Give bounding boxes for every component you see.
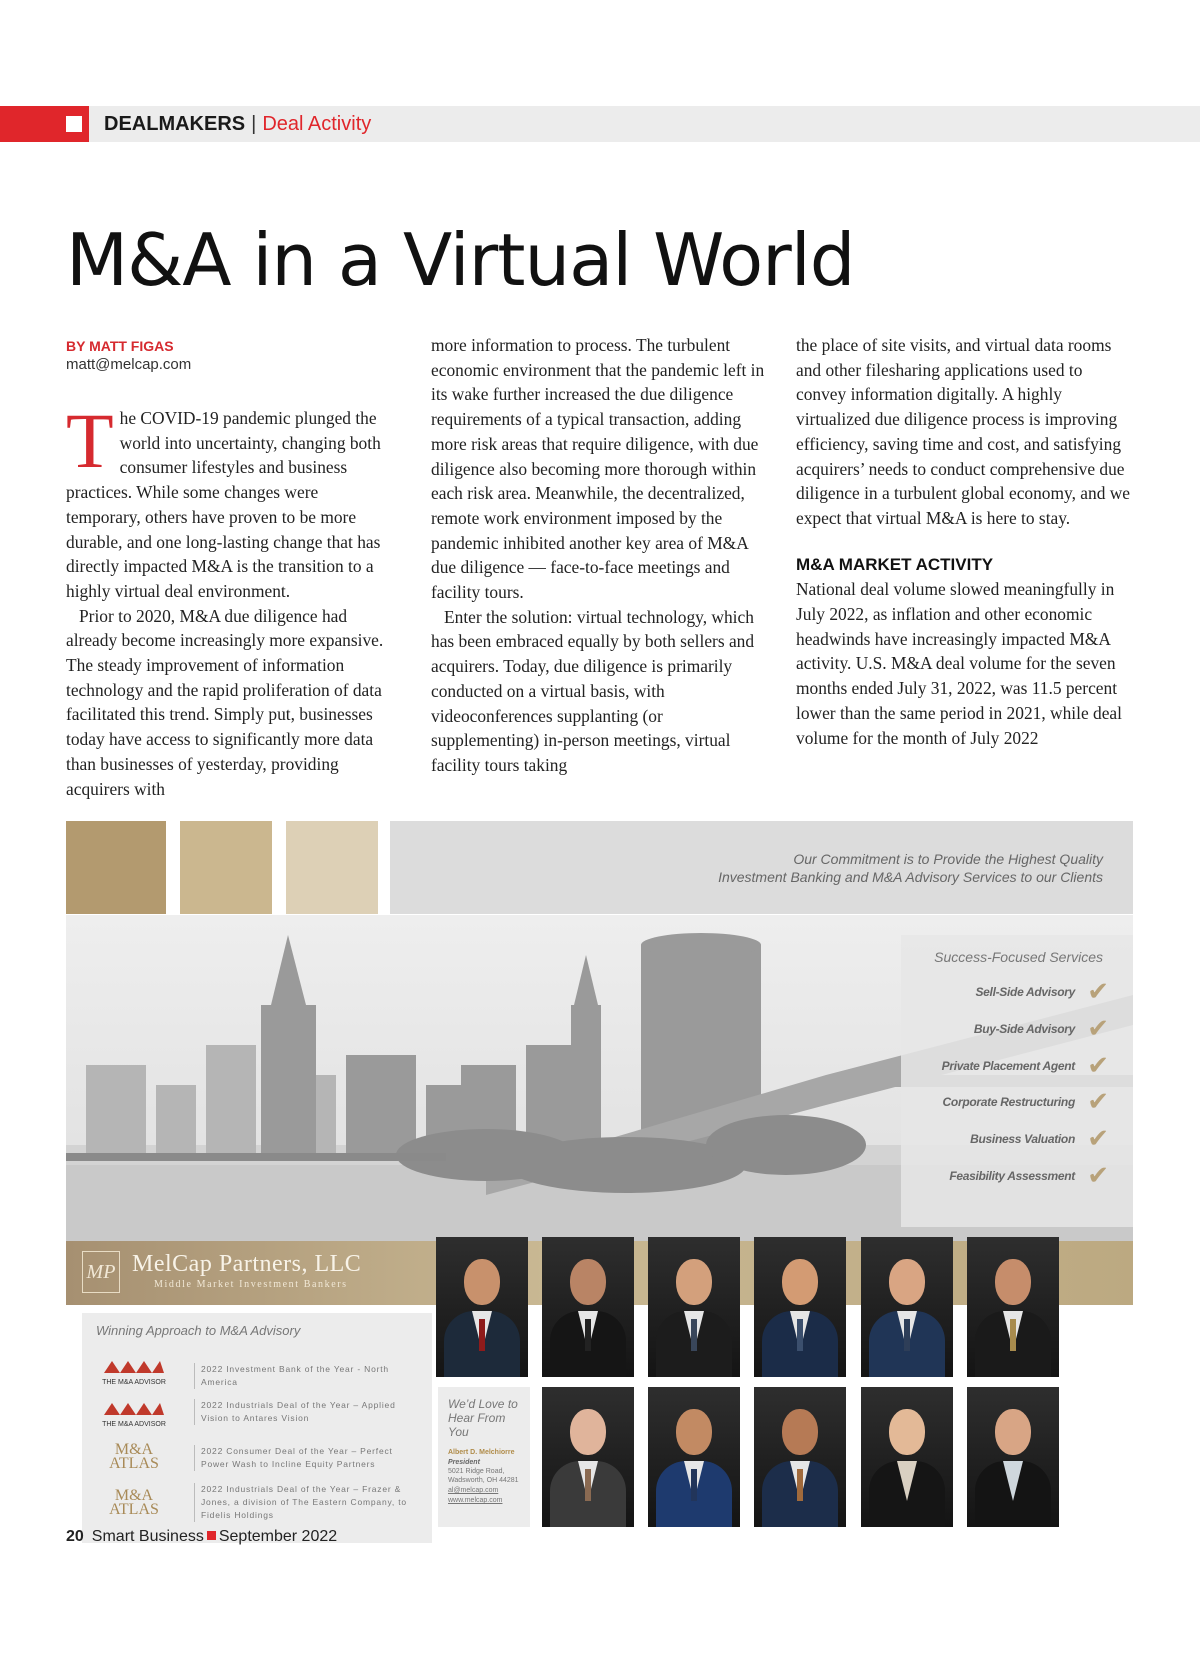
- color-swatch: [180, 821, 272, 914]
- publication-name: Smart Business: [91, 1528, 204, 1545]
- team-photo: [436, 1237, 528, 1377]
- contact-website-link[interactable]: www.melcap.com: [448, 1497, 503, 1504]
- paragraph: Prior to 2020, M&A due diligence had already become increasingly more expansive. The steady improvement of information technology and the rapid proliferation of data facilitated this trend. Simply put, businesses today have access to significantly more data than businesses of yesterday, providing acquirers with: [66, 605, 384, 799]
- service-item: Buy-Side Advisory: [973, 1022, 1075, 1036]
- byline: [66, 337, 191, 375]
- quote-line: Investment Banking and M&A Advisory Services to our Clients: [718, 869, 1103, 885]
- article-column-3: [796, 333, 1134, 750]
- award-text: 2022 Investment Bank of the Year - North America: [194, 1363, 421, 1389]
- service-item: Sell-Side Advisory: [975, 985, 1075, 999]
- quote-line: Our Commitment is to Provide the Highest Quality: [793, 851, 1103, 867]
- service-item: Feasibility Assessment: [949, 1169, 1075, 1183]
- firm-tagline: Middle Market Investment Bankers: [154, 1279, 348, 1290]
- ma-advisor-logo: [102, 1399, 166, 1429]
- section-name: DEALMAKERS: [104, 113, 246, 135]
- contact-card: [438, 1387, 530, 1527]
- team-photo: [754, 1387, 846, 1527]
- service-item: Business Valuation: [970, 1132, 1075, 1146]
- melcap-logo-icon: MP: [82, 1251, 120, 1293]
- service-item: Private Placement Agent: [941, 1059, 1075, 1073]
- color-swatch: [66, 821, 166, 914]
- team-photo: [967, 1387, 1059, 1527]
- svg-text:THE M&A ADVISOR: THE M&A ADVISOR: [102, 1421, 166, 1428]
- award-text: 2022 Industrials Deal of the Year – Frazer & Jones, a division of The Eastern Company, to Fidelis Holdings: [194, 1483, 421, 1522]
- issue-date: September 2022: [218, 1528, 338, 1545]
- article-column-1: [66, 397, 396, 801]
- awards-panel: [82, 1313, 432, 1543]
- section-label: [104, 112, 371, 136]
- paragraph: more information to process. The turbulent economic environment that the pandemic left in its wake further increased the due diligence requirements of a typical transaction, adding more risk areas that require diligence, with due diligence also becoming more thorough within each risk area. Meanwhile, the decentralized, remote work environment imposed by the pandemic inhibited another key area of M&A due diligence — face-to-face meetings and facility tours.: [431, 335, 765, 603]
- team-photo: [861, 1387, 953, 1527]
- services-title: Success-Focused Services: [934, 949, 1103, 965]
- contact-address: 5021 Ridge Road,: [448, 1468, 505, 1475]
- page-number: 20: [66, 1528, 84, 1545]
- page-footer: [66, 1528, 337, 1546]
- check-icon: ✔: [1087, 1161, 1109, 1190]
- article-title: M&A in a Virtual World: [66, 218, 855, 302]
- paragraph: the place of site visits, and virtual data rooms and other filesharing applications used to convey information digitally. A highly virtualized due diligence process is improving efficiency, saving time and cost, and satisfying acquirers’ needs to conduct comprehensive due diligence in a turbulent global economy, and we expect that virtual M&A is here to stay.: [796, 335, 1131, 528]
- paragraph: Enter the solution: virtual technology, which has been embraced equally by both sellers and acquirers. Today, due diligence is primarily conducted on a virtual basis, with videoconferences supplanting (or supplementing) in-person meetings, virtual facility tours taking: [431, 606, 755, 775]
- check-icon: ✔: [1087, 1014, 1109, 1043]
- ma-atlas-awards-logo: M&A ATLAS: [109, 1487, 159, 1518]
- team-photo: [967, 1237, 1059, 1377]
- city-skyline-image: [66, 915, 1133, 1241]
- commitment-quote: [390, 821, 1133, 914]
- team-photo: [542, 1237, 634, 1377]
- service-item: Corporate Restructuring: [942, 1095, 1075, 1109]
- services-panel: [901, 935, 1133, 1227]
- award-text: 2022 Consumer Deal of the Year – Perfect Power Wash to Incline Equity Partners: [194, 1445, 421, 1471]
- ma-atlas-awards-logo: M&A ATLAS: [109, 1441, 159, 1472]
- contact-name: Albert D. Melchiorre: [448, 1449, 515, 1456]
- team-photo: [754, 1237, 846, 1377]
- paragraph: National deal volume slowed meaningfully in July 2022, as inflation and other economic headwinds have increasingly impacted M&A activity. U.S. M&A deal volume for the seven months ended July 31, 2022, was 11.5 percent lower than the same period in 2021, while deal volume for the month of July 2022: [796, 579, 1122, 748]
- article-column-2: [431, 333, 767, 778]
- team-photo: [861, 1237, 953, 1377]
- contact-heading: We’d Love to Hear From You: [448, 1397, 518, 1439]
- team-photo: [648, 1237, 740, 1377]
- check-icon: ✔: [1087, 1124, 1109, 1153]
- check-icon: ✔: [1087, 1087, 1109, 1116]
- subsection-name: Deal Activity: [262, 113, 372, 135]
- ma-advisor-logo: [102, 1357, 166, 1387]
- contact-address: Wadsworth, OH 44281: [448, 1477, 519, 1484]
- check-icon: ✔: [1087, 1051, 1109, 1080]
- paragraph: he COVID-19 pandemic plunged the world into uncertainty, changing both consumer lifestyles and business practices. While some changes were temporary, others have proven to be more durable, and one long-lasting change that has directly impacted M&A is the transition to a highly virtual deal environment.: [66, 408, 381, 601]
- author-byline: BY MATT FIGAS: [66, 338, 174, 354]
- svg-text:THE M&A ADVISOR: THE M&A ADVISOR: [102, 1379, 166, 1386]
- check-icon: ✔: [1087, 977, 1109, 1006]
- section-heading: M&A MARKET ACTIVITY: [796, 554, 994, 574]
- team-photo: [648, 1387, 740, 1527]
- drop-cap: T: [66, 397, 114, 484]
- team-photo: [542, 1387, 634, 1527]
- section-separator: |: [251, 113, 257, 135]
- firm-name: MelCap Partners, LLC: [132, 1251, 362, 1277]
- author-email: matt@melcap.com: [66, 356, 192, 373]
- color-swatch: [286, 821, 378, 914]
- section-square-icon: [66, 116, 82, 132]
- melcap-advertisement: [66, 821, 1133, 1548]
- contact-title: President: [448, 1459, 480, 1466]
- contact-email-link[interactable]: al@melcap.com: [448, 1487, 499, 1494]
- award-text: 2022 Industrials Deal of the Year – Applied Vision to Antares Vision: [194, 1399, 421, 1425]
- awards-title: Winning Approach to M&A Advisory: [96, 1323, 301, 1338]
- separator-square-icon: [207, 1531, 216, 1540]
